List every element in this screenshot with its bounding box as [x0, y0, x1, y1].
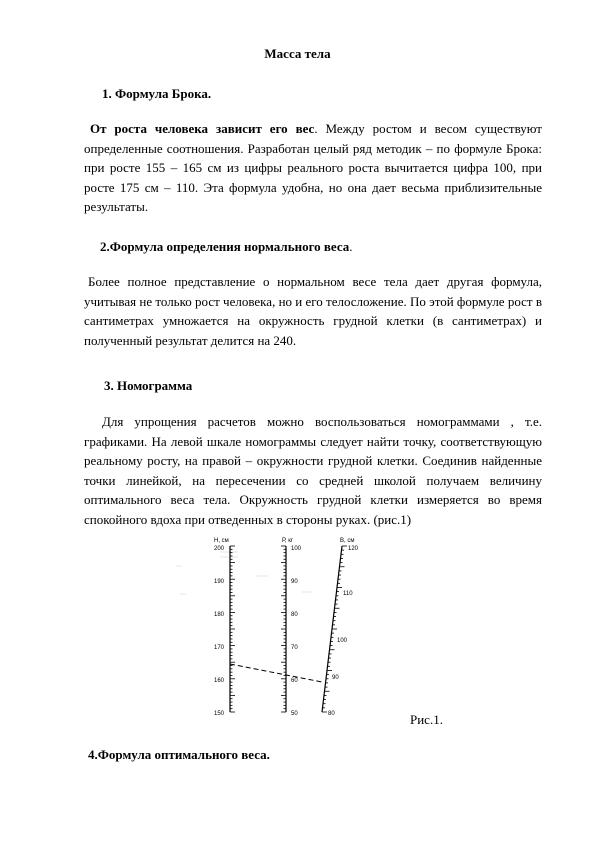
scale-b-tick-label: 100	[337, 638, 348, 644]
scale-h-tick-label: 150	[213, 711, 224, 717]
nomogram-figure	[172, 532, 404, 722]
section-1-lead: От роста человека зависит его вес	[90, 121, 315, 136]
scale-h-tick-label: 200	[213, 546, 224, 552]
scale-h-tick-label: 160	[213, 678, 224, 684]
section-2-heading-bold: 2.Формула определения нормального веса	[100, 239, 350, 254]
scale-h-tick-label: 170	[213, 645, 224, 651]
scale-p-tick-label: 60	[291, 678, 298, 684]
scale-b-tick-label: 80	[328, 711, 335, 717]
scale-b-label: В, см	[340, 538, 355, 544]
figure-caption: Рис.1.	[410, 712, 443, 727]
scale-p-tick-label: 50	[291, 711, 298, 717]
section-1-text: . Между ростом и весом существуют определенные соотношения. Разработан целый ряд методик – по формуле Брока: при росте 155 – 165 см из цифры реального роста вычитается цифра 100, при росте 175 см – 110. Эта формула удобна, но она дает весьма приблизительные результаты.	[84, 121, 542, 215]
nomogram-example-line	[230, 664, 322, 682]
scale-b-tick-label: 120	[348, 546, 359, 552]
section-2-paragraph: Более полное представление о нормальном весе тела дает другая формула, учитывая не только рост человека, но и его телосложение. По этой формуле рост в сантиметрах умножается на окружность грудной клетки (в сантиметрах) и полученный результат делится на 240.	[84, 274, 542, 348]
section-3-paragraph: Для упрощения расчетов можно воспользоваться номограммами , т.е. графиками. На левой шкале номограммы следует найти точку, соответствующую реальному росту, на правой – окружности грудной клетки. Соединив найденные точки линейкой, на пересечении со средней школой получаем величину оптимального веса тела. Окружность грудной клетки измеряется во время спокойного вдоха при отведенных в стороны руках. (рис.1)	[84, 414, 542, 527]
scale-p	[281, 538, 302, 717]
scale-b-tick-label: 110	[343, 591, 353, 597]
scale-h-tick-label: 190	[213, 579, 224, 585]
section-3-heading: 3. Номограмма	[104, 378, 193, 393]
scale-h-tick-label: 180	[213, 612, 224, 618]
scale-p-label: Р, кг	[282, 538, 294, 544]
page-title: Масса тела	[264, 46, 331, 61]
scale-h	[214, 538, 235, 717]
section-4-heading: 4.Формула оптимального веса.	[88, 747, 270, 762]
scale-h-label: Н, см	[214, 538, 229, 544]
scale-p-tick-label: 80	[291, 612, 298, 618]
section-2-heading	[100, 239, 353, 255]
scale-p-tick-label: 90	[291, 579, 298, 585]
scale-p-tick-label: 100	[291, 546, 302, 552]
section-2-heading-tail: .	[349, 239, 353, 254]
scale-p-tick-label: 70	[291, 645, 298, 651]
nomogram-svg	[172, 532, 404, 722]
section-1-paragraph	[84, 119, 542, 217]
section-1-heading: 1. Формула Брока.	[102, 86, 212, 101]
scan-noise	[176, 552, 312, 594]
scale-b	[322, 538, 359, 717]
scale-b-tick-label: 90	[332, 675, 339, 681]
